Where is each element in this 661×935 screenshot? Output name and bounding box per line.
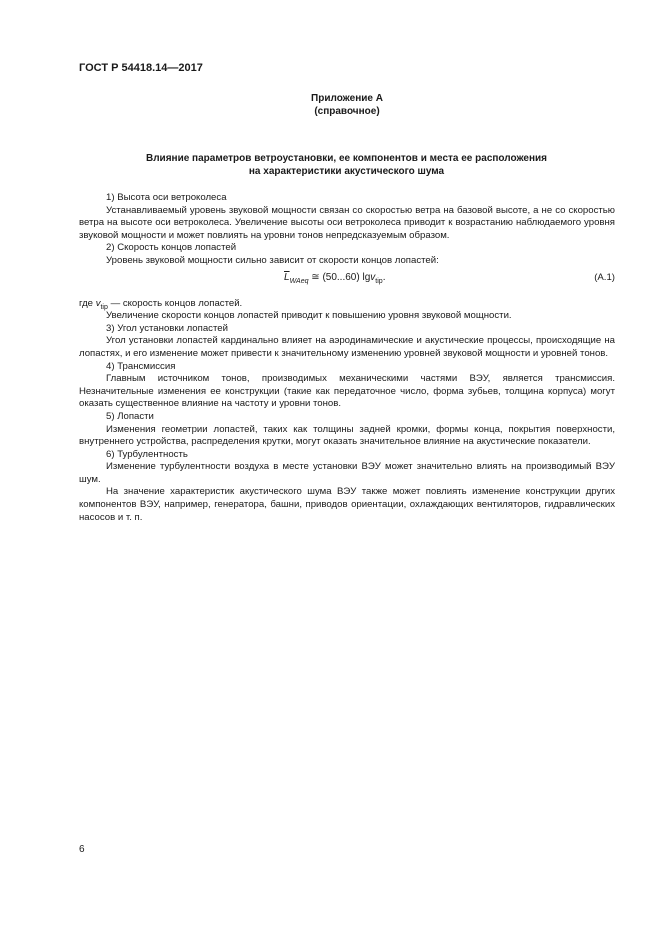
- formula-expression: [284, 272, 385, 285]
- item-heading-transmission: 4) Трансмиссия: [106, 360, 176, 372]
- formula-lhs: $\overline{L}$: [284, 271, 290, 283]
- formula-variable-subscript: tip: [375, 277, 383, 285]
- formula-tail: .: [382, 271, 386, 283]
- formula-coefficient: (50...60): [322, 271, 360, 283]
- where-variable-subscript: tip: [100, 303, 108, 311]
- item-heading-pitch-angle: 3) Угол установки лопастей: [106, 322, 228, 334]
- where-prefix: где: [79, 297, 94, 309]
- where-definition: — скорость концов лопастей.: [110, 297, 243, 309]
- section-title: [79, 152, 614, 178]
- paragraph-tip-speed-effect: Увеличение скорости концов лопастей приводит к повышению уровня звуковой мощности.: [106, 310, 512, 322]
- paragraph-pitch-angle: Угол установки лопастей кардинально влияет на аэродинамические и акустические процессы, происходящие на лопастях, и его изменение может привести к значительному изменению уровней звуковой мощности и уровней тонов.: [79, 335, 615, 359]
- paragraph-tip-speed: Уровень звуковой мощности сильно зависит от скорости концов лопастей:: [106, 254, 439, 266]
- formula-where-clause: [79, 298, 615, 311]
- paragraph-other-components: На значение характеристик акустического шума ВЭУ также может повлиять изменение конструкции других компонентов ВЭУ, например, генератора, башни, приводов ориентации, охлаждающих вентиляторов, гидравлических насосов и т. п.: [79, 486, 615, 523]
- item-heading-turbulence: 6) Турбулентность: [106, 448, 188, 460]
- section-title-line-2: на характеристики акустического шума: [248, 166, 445, 177]
- item-heading-tip-speed: 2) Скорость концов лопастей: [106, 242, 237, 254]
- where-variable: v: [95, 297, 101, 309]
- formula-relation: ≅: [311, 271, 320, 283]
- annex-heading: [0, 92, 661, 118]
- annex-subtitle: (справочное): [314, 106, 380, 117]
- paragraph-blades: Изменения геометрии лопастей, таких как толщины задней кромки, формы конца, покрытия поверхности, внутреннего устройства, распределения крутки, могут оказать значительное влияние на акустические показатели.: [79, 423, 615, 448]
- annex-title: Приложение А: [311, 93, 383, 104]
- formula-lhs-subscript: WAeq: [289, 277, 309, 285]
- paragraph-transmission: Главным источником тонов, производимых механическими частями ВЭУ, является трансмиссия. Незначительные изменения ее конструкции (такие как передаточное число, форма зубьев, толщина корпуса) могут оказать существенное влияние на частоту и уровни тонов.: [79, 373, 615, 410]
- paragraph-turbulence: Изменение турбулентности воздуха в месте установки ВЭУ может значительно влиять на производимый ВЭУ шум.: [79, 461, 615, 485]
- document-body: [79, 192, 615, 524]
- item-heading-blades: 5) Лопасти: [106, 410, 154, 422]
- formula-a1: [79, 268, 615, 298]
- formula-variable: v: [370, 271, 376, 283]
- section-title-line-1: Влияние параметров ветроустановки, ее компонентов и места ее расположения: [145, 153, 548, 164]
- item-heading-hub-height: 1) Высота оси ветроколеса: [106, 192, 227, 203]
- page-number: 6: [79, 844, 85, 855]
- formula-number: (A.1): [594, 271, 615, 283]
- paragraph-hub-height: Устанавливаемый уровень звуковой мощности связан со скоростью ветра на базовой высоте, а не со скоростью ветра на высоте оси ветроколеса. Увеличение высоты оси ветроколеса приводит к возрастанию наблюдаемого уровня звуковой мощности и может повлиять на уровни тонов непредсказуемым образом.: [79, 204, 615, 241]
- document-header-code: ГОСТ Р 54418.14—2017: [79, 62, 203, 74]
- formula-function: lg: [362, 271, 371, 283]
